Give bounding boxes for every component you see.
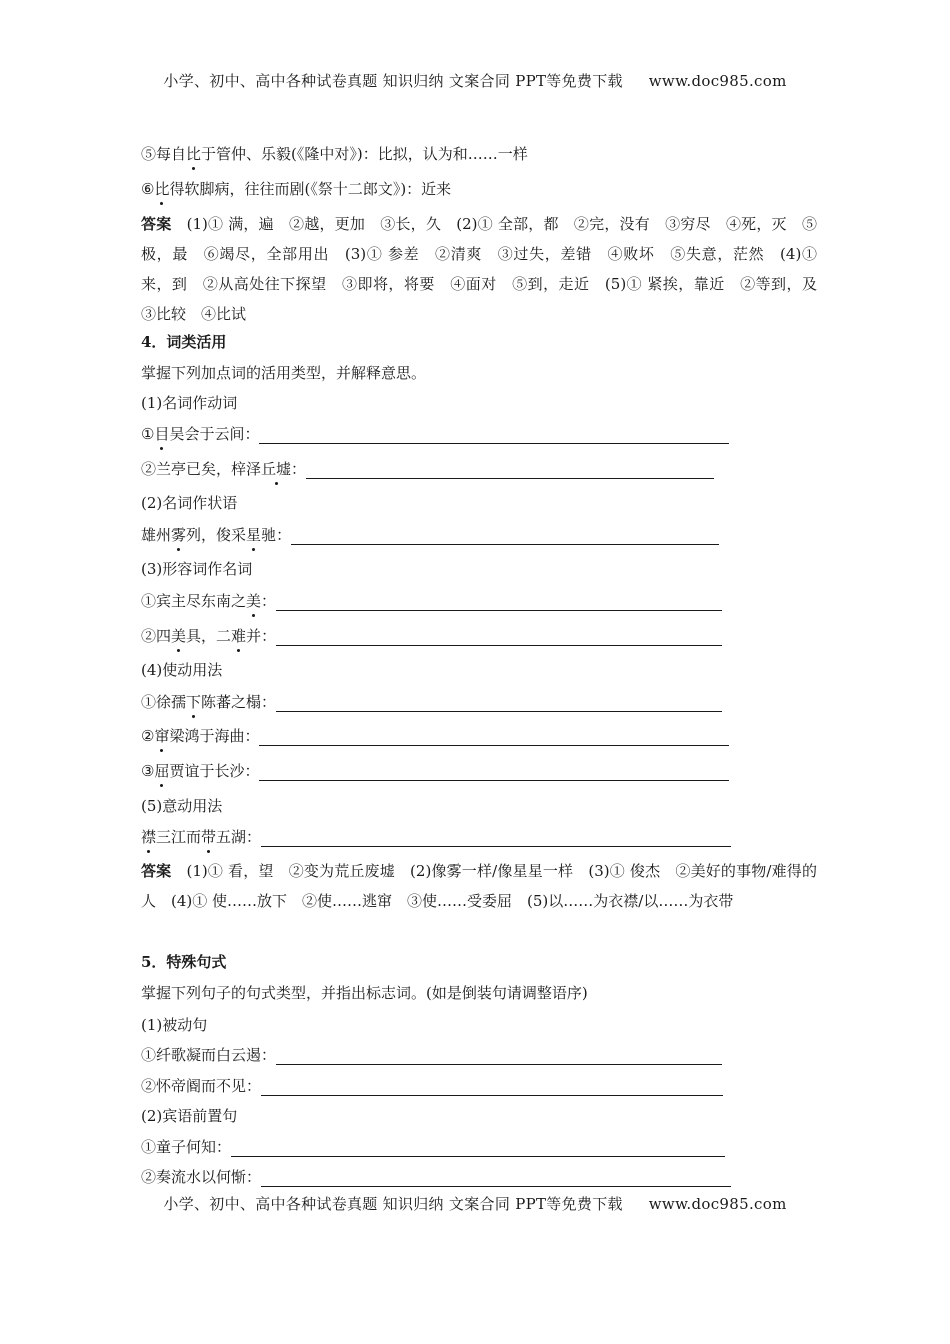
answer-blank[interactable] <box>261 1079 723 1096</box>
exercise-line: 襟三江而带五湖： <box>141 827 731 847</box>
answer-blank[interactable] <box>276 629 722 646</box>
answer-blank[interactable] <box>306 462 714 479</box>
exercise-line: ②兰亭已矣，梓泽丘墟： <box>141 459 714 479</box>
header-site: www.doc985.com <box>648 72 787 90</box>
answer-blank[interactable] <box>231 1140 725 1157</box>
page-footer <box>0 1193 950 1214</box>
sub-heading: (2)宾语前置句 <box>141 1107 238 1125</box>
exercise-line: ②奏流水以何惭： <box>141 1167 731 1187</box>
sub-heading: (2)名词作状语 <box>141 494 238 512</box>
section-4-title: 4．词类活用 <box>141 333 227 351</box>
sub-heading: (1)被动句 <box>141 1016 208 1034</box>
answer-blank[interactable] <box>261 1170 731 1187</box>
exercise-line: ①童子何知： <box>141 1137 725 1157</box>
header-text: 小学、初中、高中各种试卷真题 知识归纳 文案合同 PPT等免费下载 <box>163 72 623 90</box>
page-header <box>0 70 950 91</box>
answer-label: 答案 <box>141 862 172 880</box>
answer-blank[interactable] <box>276 594 722 611</box>
item-6: ⑥比得软脚病，往往而剧(《祭十二郎文》)：近来 <box>141 180 452 198</box>
footer-site: www.doc985.com <box>648 1195 787 1213</box>
answer-text: (1)① 满，遍 ②越，更加 ③长，久 (2)① 全部，都 ②完，没有 ③穷尽 ④死，灭 ⑤极，最 ⑥竭尽，全部用出 (3)① 参差 ②清爽 ③过失，差错 ④败坏 ⑤失意，茫然 (4)① 来，到 ②从高处往下探望 ③即将，将要 ④面对 ⑤到，走近 (5)① 紧挨，靠近 ②等到，及 ③比较 ④比试 <box>141 215 833 323</box>
answer-blank[interactable] <box>276 1048 722 1065</box>
exercise-line: ②怀帝阍而不见： <box>141 1076 723 1096</box>
exercise-line: ①目吴会于云间： <box>141 424 729 444</box>
answer-blank[interactable] <box>291 528 719 545</box>
answer-blank[interactable] <box>261 830 731 847</box>
sub-heading: (5)意动用法 <box>141 797 223 815</box>
exercise-line: ①纤歌凝而白云遏： <box>141 1045 722 1065</box>
answer-blank[interactable] <box>259 427 729 444</box>
sub-heading: (3)形容词作名词 <box>141 560 253 578</box>
exercise-line: ②四美具，二难并： <box>141 626 722 646</box>
exercise-line: ①徐孺下陈蕃之榻： <box>141 692 722 712</box>
answer-blank[interactable] <box>259 729 729 746</box>
footer-text: 小学、初中、高中各种试卷真题 知识归纳 文案合同 PPT等免费下载 <box>163 1195 623 1213</box>
answer-block-2 <box>141 856 817 916</box>
section-5-instruction: 掌握下列句子的句式类型，并指出标志词。(如是倒装句请调整语序) <box>141 984 588 1002</box>
section-5-title: 5．特殊句式 <box>141 953 227 971</box>
exercise-line: ③屈贾谊于长沙： <box>141 761 729 781</box>
exercise-line: ②窜梁鸿于海曲： <box>141 726 729 746</box>
answer-text: (1)① 看，望 ②变为荒丘废墟 (2)像雾一样/像星星一样 (3)① 俊杰 ②美好的事物/难得的人 (4)① 使……放下 ②使……逃窜 ③使……受委屈 (5)以……为衣襟/以……为衣带 <box>141 862 817 910</box>
sub-heading: (4)使动用法 <box>141 661 223 679</box>
exercise-line: ①宾主尽东南之美： <box>141 591 722 611</box>
answer-blank[interactable] <box>259 764 729 781</box>
section-4-instruction: 掌握下列加点词的活用类型，并解释意思。 <box>141 364 427 382</box>
answer-block-1 <box>141 209 833 329</box>
item-5: ⑤每自比于管仲、乐毅(《隆中对》)：比拟，认为和……一样 <box>141 145 528 163</box>
sub-heading: (1)名词作动词 <box>141 394 238 412</box>
exercise-line: 雄州雾列，俊采星驰： <box>141 525 719 545</box>
answer-blank[interactable] <box>276 695 722 712</box>
answer-label: 答案 <box>141 215 172 233</box>
